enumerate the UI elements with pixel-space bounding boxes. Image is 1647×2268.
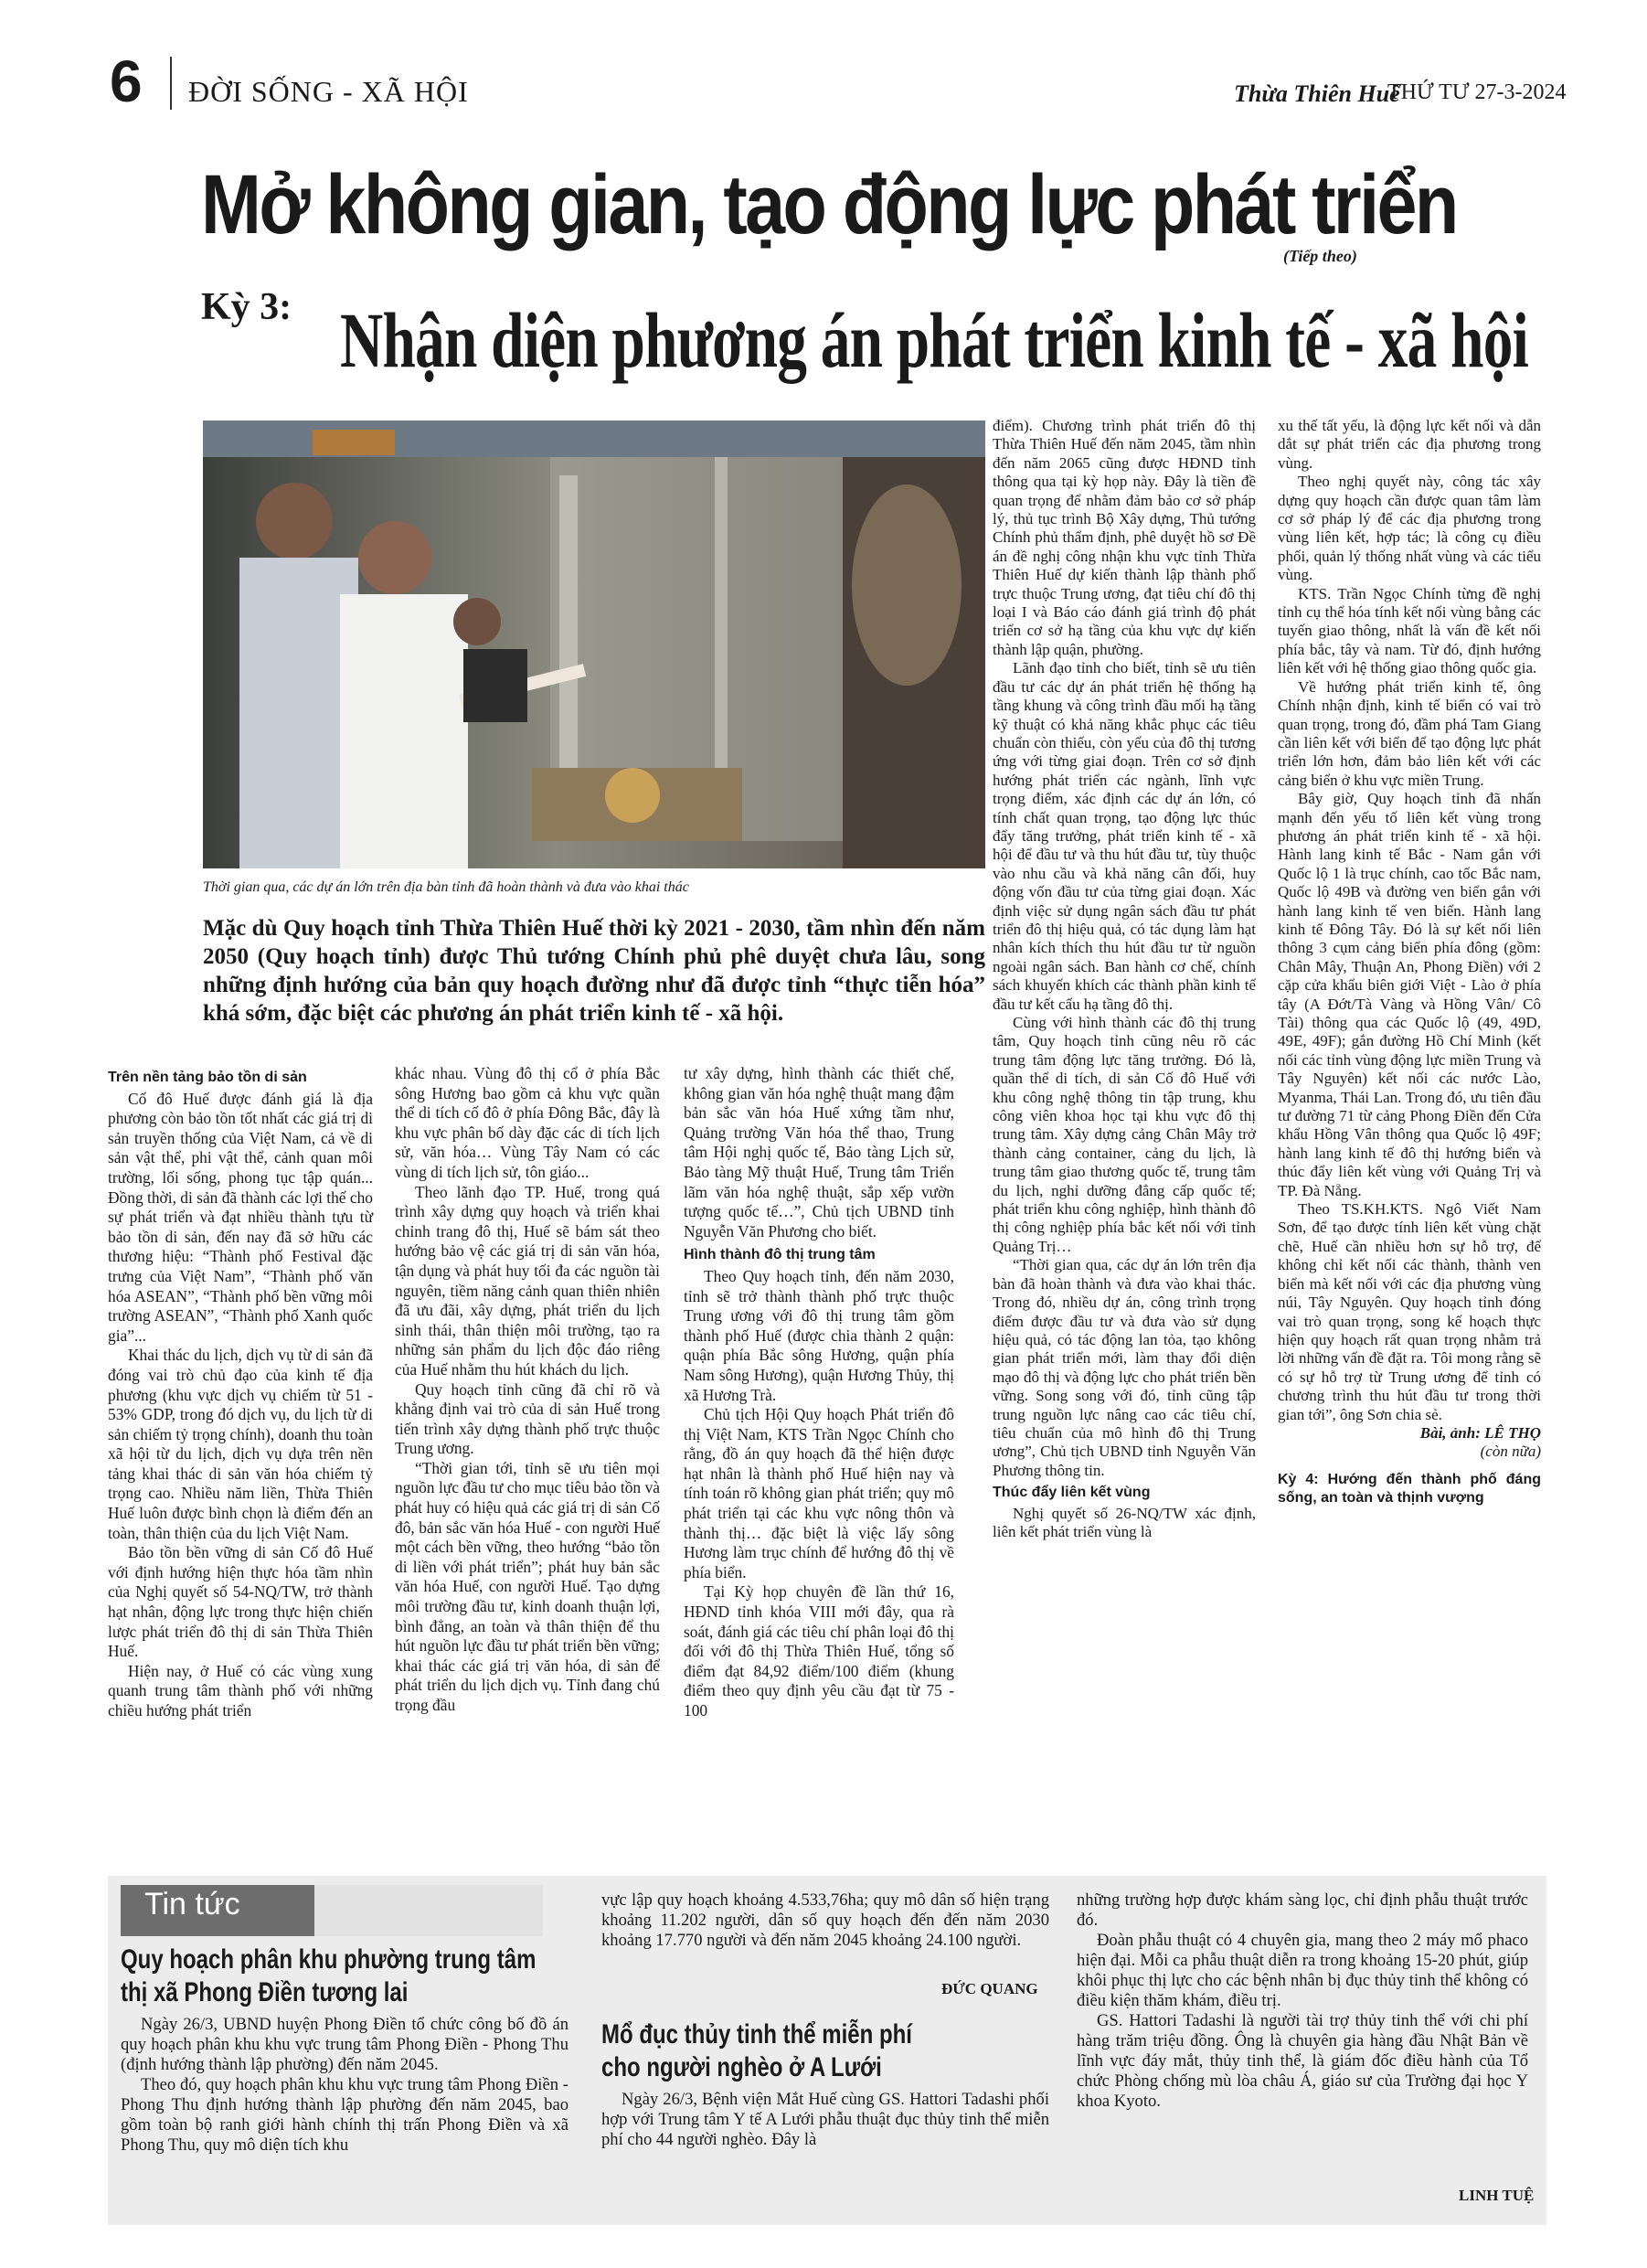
paragraph: Khai thác du lịch, dịch vụ từ di sản đã đóng vai trò chủ đạo của kinh tế địa phương (khu vực dịch vụ chiếm từ 51 - 53% GDP, trong đó dịch vụ, du lịch từ di sản chiếm tỷ trọng chính), doanh thu toàn xã hội từ du lịch, dịch vụ dựa trên nền tảng khai thác di sản văn hóa chiếm tỷ trọng cao. Nhiều năm liền, Thừa Thiên Huế luôn được bình chọn là điểm đến an toàn, thân thiện của du lịch Việt Nam. <box>108 1346 373 1542</box>
paragraph: Hiện nay, ở Huế có các vùng xung quanh trung tâm thành phố với những chiều hướng phát triển <box>108 1661 373 1720</box>
news-2-column-1 <box>601 2090 1049 2150</box>
author-signature: Bài, ảnh: LÊ THỌ <box>1419 1423 1541 1442</box>
paragraph: khác nhau. Vùng đô thị cổ ở phía Bắc sông Hương bao gồm cả khu vực quần thể di tích cố đô ở phía Đông Bắc, đây là khu vực phân bố dày đặc các di tích lịch sử, văn hóa… Vùng Tây Nam có các vùng di tích lịch sử, tôn giáo... <box>395 1064 660 1181</box>
paragraph: Đoàn phẫu thuật có 4 chuyên gia, mang theo 2 máy mổ phaco hiện đại. Mỗi ca phẫu thuật diễn ra trong khoảng 15-20 phút, giúp khôi phục thị lực cho các bệnh nhân bị đục thủy tinh thể không có điều kiện thăm khám, điều trị. <box>1077 1931 1528 2010</box>
header-divider <box>170 57 172 110</box>
article-column-4 <box>993 417 1256 1541</box>
paragraph: Ngày 26/3, UBND huyện Phong Điền tổ chức công bố đồ án quy hoạch phân khu khu vực trung tâm Phong Điền - Phong Thu (định hướng thành lập phường) đến năm 2045. <box>121 2015 568 2074</box>
paragraph: Theo đó, quy hoạch phân khu khu vực trung tâm Phong Điền - Phong Thu định hướng thành lập phường đến năm 2045, bao gồm toàn bộ ranh giới hành chính thị trấn Phong Điền và xã Phong Thu, quy mô diện tích khu <box>121 2075 568 2155</box>
article-subtitle: Nhận diện phương án phát triển kinh tế - xã hội <box>340 296 1529 384</box>
paragraph: vực lập quy hoạch khoảng 4.533,76ha; quy mô dân số hiện trạng khoảng 11.202 người, dân số quy hoạch đến đến năm 2030 khoảng 17.770 người và đến năm 2045 khoảng 24.100 người. <box>601 1890 1049 1950</box>
newspaper-name: Thừa Thiên Huế <box>1234 80 1400 107</box>
page-number: 6 <box>110 48 143 114</box>
section-heading: Thúc đẩy liên kết vùng <box>993 1485 1151 1501</box>
news-2-author: LINH TUỆ <box>1459 2187 1535 2204</box>
paragraph: KTS. Trần Ngọc Chính từng đề nghị tỉnh cụ thể hóa tính kết nối vùng bằng các tuyến giao thông, nhất là vấn đề kết nối phía bắc, tây và nam. Từ đó, định hướng liên kết với hệ thống giao thông quốc gia. <box>1278 584 1541 677</box>
paragraph: Cùng với hình thành các đô thị trung tâm, Quy hoạch tỉnh cũng nêu rõ các trung tâm động lực tăng trưởng. Đó là, quần thể di tích, di sản Cố đô Huế với khu công nghệ thông tin tập trung, khu công viên khoa học tại khu vực đô thị trung tâm. Xây dựng cảng Chân Mây trở thành cảng container, cảng du lịch, là trung tâm giao thương quốc tế, trung tâm du lịch, nghỉ dưỡng đẳng cấp quốc tế; phát triển khu công nghiệp, hình thành đô thị công nghiệp phía bắc kết nối với tỉnh Quảng Trị… <box>993 1014 1256 1255</box>
article-lead: Mặc dù Quy hoạch tỉnh Thừa Thiên Huế thời kỳ 2021 - 2030, tầm nhìn đến năm 2050 (Quy hoạch tỉnh) được Thủ tướng Chính phủ phê duyệt chưa lâu, song những định hướng của bản quy hoạch đường như đã được tỉnh “thực tiễn hóa” khá sớm, đặc biệt các phương án phát triển kinh tế - xã hội. <box>203 916 985 1026</box>
paragraph: tư xây dựng, hình thành các thiết chế, không gian văn hóa nghệ thuật mang đậm bản sắc văn hóa Huế xứng tầm như, Quảng trường Văn hóa thể thao, Trung tâm Hội nghị quốc tế, Bảo tàng Lịch sử, Bảo tàng Mỹ thuật Huế, Trung tâm Triển lãm văn hóa nghệ thuật, sắp xếp vườn tượng quốc tế…”, Chủ tịch UBND tỉnh Nguyễn Văn Phương cho biết. <box>684 1064 954 1240</box>
article-column-1 <box>108 1064 373 1721</box>
paragraph: Chủ tịch Hội Quy hoạch Phát triển đô thị Việt Nam, KTS Trần Ngọc Chính cho rằng, đồ án quy hoạch đã thể hiện được hạt nhân là thành phố Huế hiện nay và tính toán rõ không gian phát triển; quy mô phát triển tại các khu vực nông thôn và thành thị… đặc biệt là việc lấy sông Hương làm trục chính để hướng đô thị về phía biển. <box>684 1405 954 1581</box>
photo-illustration <box>203 421 985 868</box>
news-2-title-line-2: cho người nghèo ở A Lưới <box>601 2052 882 2082</box>
paragraph: Nghị quyết số 26-NQ/TW xác định, liên kết phát triển vùng là <box>993 1504 1256 1540</box>
paragraph: Tại Kỳ họp chuyên đề lần thứ 16, HĐND tỉnh khóa VIII mới đây, qua rà soát, đánh giá các tiêu chí phân loại đô thị đối với đô thị Thừa Thiên Huế, tổng số điểm đạt 84,92 điểm/100 điểm (khung điểm theo quy định yêu cầu đạt từ 75 - 100 <box>684 1582 954 1720</box>
next-part-teaser: Kỳ 4: Hướng đến thành phố đáng sống, an toàn và thịnh vượng <box>1278 1471 1541 1507</box>
paragraph: Theo lãnh đạo TP. Huế, trong quá trình xây dựng quy hoạch và triển khai chỉnh trang đô thị, Huế sẽ bám sát theo hướng bảo vệ các giá trị di sản văn hóa, tận dụng và phát huy tối đa các nguồn tài nguyên, tiềm năng cảnh quan thiên nhiên đã ưu đãi, xây dựng, phát triển du lịch sinh thái, thân thiện môi trường, tạo ra những sản phẩm du lịch độc đáo riêng của Huế nhằm thu hút khách du lịch. <box>395 1182 660 1379</box>
paragraph: Về hướng phát triển kinh tế, ông Chính nhận định, kinh tế biển có vai trò quan trọng, trong đó, đầm phá Tam Giang cần liên kết với biển để tạo động lực phát triển lớn hơn, đảm bảo liên kết với các cảng biển ở khu vực miền Trung. <box>1278 677 1541 789</box>
paragraph: “Thời gian qua, các dự án lớn trên địa bàn đã hoàn thành và đưa vào khai thác. Trong đó, nhiều dự án, công trình trọng điểm được đầu tư và đưa vào sử dụng hiệu quả, có tác động lan tỏa, tạo không gian phát triển mới, làm thay đổi diện mạo đô thị và động lực cho phát triển bền vững. Song song với đó, tỉnh cũng tập trung nguồn lực nâng cao các tiêu chí, tiêu chuẩn của mô hình đô thị Trung ương”, Chủ tịch UBND tỉnh Nguyễn Văn Phương thông tin. <box>993 1256 1256 1479</box>
article-column-2 <box>395 1064 660 1716</box>
paragraph: xu thế tất yếu, là động lực kết nối và dẫn dắt sự phát triển các địa phương trong vùng. <box>1278 417 1541 472</box>
to-be-continued: (còn nữa) <box>1480 1443 1541 1461</box>
article-title: Mở không gian, tạo động lực phát triển <box>201 158 1457 251</box>
article-column-3 <box>684 1064 954 1721</box>
paragraph: “Thời gian tới, tỉnh sẽ ưu tiên mọi nguồn lực đầu tư cho mục tiêu bảo tồn và phát huy có hiệu quả các giá trị di sản Cố đô, bản sắc văn hóa Huế - con người Huế một cách bền vững, theo hướng “bảo tồn di liền với phát triển”; phát huy bản sắc văn hóa Huế, con người Huế. Tạo dựng môi trường đầu tư, kinh doanh thuận lợi, bình đẳng, an toàn và thân thiện để thu hút nguồn lực đầu tư phát triển bền vững; khai thác các giá trị văn hóa, di sản để phát triển du lịch dịch vụ. Tỉnh đang chú trọng đầu <box>395 1458 660 1714</box>
section-title: ĐỜI SỐNG - XÃ HỘI <box>188 75 469 108</box>
news-1-column-2 <box>601 1890 1049 1951</box>
news-1-column-1 <box>121 2015 568 2156</box>
issue-date: THỨ TƯ 27-3-2024 <box>1387 80 1567 104</box>
news-1-title-line-1: Quy hoạch phân khu phường trung tâm <box>121 1944 537 1975</box>
paragraph: điểm). Chương trình phát triển đô thị Thừa Thiên Huế đến năm 2045, tầm nhìn đến năm 2065 cũng được HĐND tỉnh thông qua tại kỳ họp này. Đây là tiền đề quan trọng để nhằm đảm bảo cơ sở pháp lý, thủ tục trình Bộ Xây dựng, Thủ tướng Chính phủ thẩm định, phê duyệt hồ sơ Đề án đề nghị công nhận khu vực tỉnh Thừa Thiên Huế dự kiến thành lập thành phố trực thuộc Trung ương, đạt tiêu chí đô thị loại I và Báo cáo đánh giá trình độ phát triển cơ sở hạ tầng của khu vực dự kiến thành lập quận, phường. <box>993 417 1256 658</box>
paragraph: Lãnh đạo tỉnh cho biết, tỉnh sẽ ưu tiên đầu tư các dự án phát triển hệ thống hạ tầng khung và công trình đầu mối hạ tầng kỹ thuật có khả năng khắc phục các tiêu chuẩn còn thiếu, còn yếu của đô thị tương ứng với từng giai đoạn. Trên cơ sở định hướng phát triển các ngành, lĩnh vực trọng điểm, xác định các dự án lớn, có tính chất quan trọng, tạo động lực thúc đẩy tăng trưởng, phát triển kinh tế - xã hội để đầu tư và thu hút đầu tư, tùy thuộc vào nhu cầu và khả năng cân đối, huy động vốn đầu tư của từng giai đoạn. Xác định việc sử dụng ngân sách đầu tư phát triển đô thị hiệu quả, có tác dụng làm hạt nhân kích thích thu hút đầu tư từ nguồn ngoài ngân sách. Ban hành cơ chế, chính sách khuyến khích các thành phần kinh tế đầu tư kết cấu hạ tầng đô thị. <box>993 659 1256 1013</box>
news-2-title-line-1: Mổ đục thủy tinh thể miễn phí <box>601 2019 912 2050</box>
part-label: Kỳ 3: <box>201 286 292 328</box>
article-photo <box>203 421 985 868</box>
paragraph: Bây giờ, Quy hoạch tỉnh đã nhấn mạnh đến yếu tố liên kết vùng trong phương án phát triển kinh tế - xã hội. Hành lang kinh tế Bắc - Nam gắn với Quốc lộ 1 là trục chính, cao tốc Bắc nam, Quốc lộ 49B và đường ven biển gắn với hành lang kinh tế ven biển. Hành lang kinh tế Đông Tây. Đó là sự kết nối liên thông 3 cụm cảng biển phía đông (gồm: Chân Mây, Thuận An, Phong Điền) với 2 cặp cửa khẩu biên giới Việt - Lào ở phía tây (A Đớt/Tà Vàng và Hồng Vân/ Cô Tài) thông qua các Quốc lộ (49, 49D, 49E, 49F); gắn đường Hồ Chí Minh (kết nối các tỉnh vùng động lực miền Trung và Tây Nguyên) kết nối các nước Lào, Myanma, Thái Lan. Trong đó, ưu tiên đầu tư đường 71 từ cảng Phong Điền đến Cửa khẩu Hồng Vân thông qua Quốc lộ 49F; hành lang kinh tế đô thị hướng biển và thúc đẩy liên kết vùng với Quảng Trị và TP. Đà Nẵng. <box>1278 790 1541 1199</box>
paragraph: Bảo tồn bền vững di sản Cố đô Huế với định hướng hiện thực hóa tầm nhìn của Nghị quyết số 54-NQ/TW, trở thành hạt nhân, động lực trong thực hiện chiến lược phát triển đô thị di sản Thừa Thiên Huế. <box>108 1543 373 1661</box>
section-heading: Hình thành đô thị trung tâm <box>684 1247 876 1263</box>
paragraph: Cố đô Huế được đánh giá là địa phương còn bảo tồn tốt nhất các giá trị di sản truyền thống của Việt Nam, cả về di sản vật thể, phi vật thể, cảnh quan môi trường, lối sống, phong tục tập quán... Đồng thời, di sản đã thành các lợi thế cho sự phát triển và đạt nhiều thành tựu từ bảo tồn di sản, đến nay đã sở hữu các thương hiệu: “Thành phố Festival đặc trưng của Việt Nam”, “Thành phố văn hóa ASEAN”, “Thành phố bền vững môi trường ASEAN”, “Thành phố Xanh quốc gia”... <box>108 1089 373 1345</box>
continued-label: (Tiếp theo) <box>1283 247 1357 265</box>
paragraph: Theo TS.KH.KTS. Ngô Viết Nam Sơn, để tạo được tính liên kết vùng chặt chẽ, Huế cần nhiều hơn sự hỗ trợ, để không chỉ kết nối các thành, thành ven biển mà kết nối với các địa phương vùng núi, Tây Nguyên. Quy hoạch tỉnh đóng vai trò quan trọng, song kế hoạch thực hiện quy hoạch rất quan trọng nhằm trả lời những vấn đề đặt ra. Tôi mong rằng sẽ có sự hỗ trợ từ Trung ương để tỉnh có chương trình thu hút đầu tư trong thời gian tới”, ông Sơn chia sẻ. <box>1278 1200 1541 1423</box>
paragraph: Ngày 26/3, Bệnh viện Mắt Huế cùng GS. Hattori Tadashi phối hợp với Trung tâm Y tế A Lưới phẫu thuật đục thủy tinh thể miễn phí cho 44 người nghèo. Đây là <box>601 2090 1049 2149</box>
news-2-column-2 <box>1077 1890 1528 2112</box>
news-1-author: ĐỨC QUANG <box>941 1980 1038 1997</box>
photo-caption: Thời gian qua, các dự án lớn trên địa bàn tỉnh đã hoàn thành và đưa vào khai thác <box>203 879 689 895</box>
paragraph: Theo nghị quyết này, công tác xây dựng quy hoạch cần được quan tâm làm cơ sở pháp lý để các địa phương trong vùng liên kết, hợp tác; là công cụ điều phối, quản lý thống nhất vùng và các tiểu vùng. <box>1278 473 1541 584</box>
paragraph: GS. Hattori Tadashi là người tài trợ thủy tinh thể với chi phí hàng trăm triệu đồng. Ông là chuyên gia hàng đầu Nhật Bản về lĩnh vực đáy mắt, thủy tinh thể, là giám đốc điều hành của Tổ chức Phòng chống mù lòa châu Á, giáo sư của Trường đại học Y khoa Kyoto. <box>1077 2011 1528 2111</box>
news-1-title-line-2: thị xã Phong Điền tương lai <box>121 1977 409 2007</box>
section-heading: Trên nền tảng bảo tồn di sản <box>108 1070 307 1085</box>
paragraph: Theo Quy hoạch tỉnh, đến năm 2030, tỉnh sẽ trở thành thành phố trực thuộc Trung ương với đô thị trung tâm gồm thành phố Huế (được chia thành 2 quận: quận phía Bắc sông Hương, quận phía Nam sông Hương), quận Hương Thủy, thị xã Hương Trà. <box>684 1266 954 1404</box>
paragraph: Quy hoạch tỉnh cũng đã chỉ rõ và khẳng định vai trò của di sản Huế trong tiến trình xây dựng thành phố trực thuộc Trung ương. <box>395 1379 660 1458</box>
paragraph: những trường hợp được khám sàng lọc, chỉ định phẫu thuật trước đó. <box>1077 1890 1528 1930</box>
news-tag: Tin tức <box>144 1887 240 1922</box>
article-column-5 <box>1278 417 1541 1508</box>
